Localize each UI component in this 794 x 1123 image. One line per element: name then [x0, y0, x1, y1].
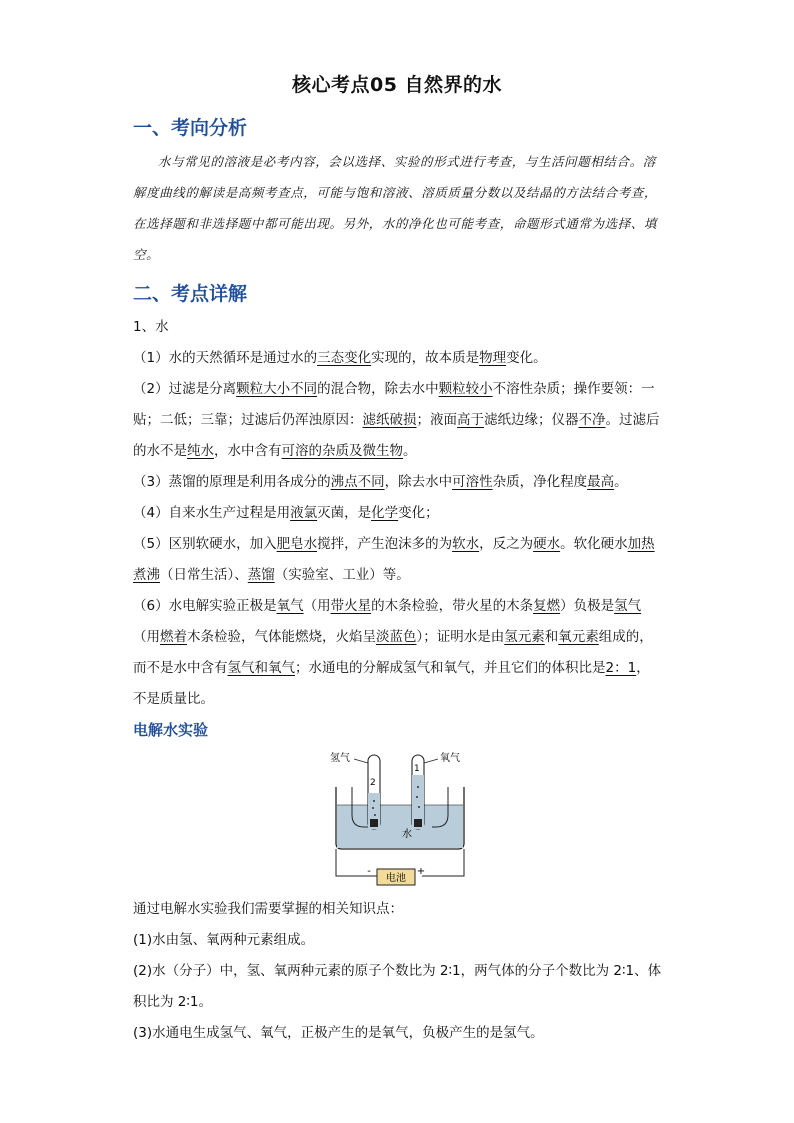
summary-point-3: (3)水通电生成氢气、氧气，正极产生的是氧气，负极产生的是氢气。	[133, 1025, 544, 1041]
point-1: （1）水的天然循环是通过水的三态变化实现的，故本质是物理变化。	[133, 350, 547, 366]
negative-electrode	[370, 819, 378, 827]
electrolysis-diagram	[330, 745, 470, 895]
water-fill	[337, 805, 463, 848]
hydrogen-label: 氢气	[330, 753, 350, 764]
wire-right	[422, 849, 464, 876]
positive-electrode	[414, 819, 422, 827]
section-heading-details: 二、考点详解	[133, 283, 248, 305]
point-4: （4）自来水生产过程是用液氯灭菌，是化学变化；	[133, 505, 439, 521]
point-2: （2）过滤是分离颗粒大小不同的混合物，除去水中颗粒较小不溶性杂质；操作要领：一贴；二低；三靠；过滤后仍浑浊原因：滤纸破损；液面高于滤纸边缘；仪器不净。过滤后的水不是纯水，水中含有可溶的杂质及微生物。	[133, 381, 660, 459]
details-body	[133, 312, 663, 715]
summary-point-2: (2)水（分子）中，氢、氧两种元素的原子个数比为 2∶1，两气体的分子个数比为 2∶1、体积比为 2∶1。	[133, 963, 662, 1010]
point-3: （3）蒸馏的原理是利用各成分的沸点不同，除去水中可溶性杂质，净化程度最高。	[133, 474, 628, 490]
analysis-text: 水与常见的溶液是必考内容，会以选择、实验的形式进行考查，与生活问题相结合。溶解度曲线的解读是高频考查点，可能与饱和溶液、溶质质量分数以及结晶的方法结合考查，在选择题和非选择题中都可能出现。另外，水的净化也可能考查，命题形式通常为选择、填空。	[133, 154, 658, 262]
point-5: （5）区别软硬水，加入肥皂水搅拌，产生泡沫多的为软水，反之为硬水。软化硬水加热煮沸（日常生活）、蒸馏（实验室、工业）等。	[133, 536, 655, 583]
summary-block	[133, 894, 663, 1049]
wire-left	[336, 849, 377, 876]
section-heading-analysis: 一、考向分析	[133, 117, 248, 139]
tube-number-1: 1	[414, 764, 420, 774]
item-title-water: 1、水	[133, 319, 169, 335]
tube-number-2: 2	[370, 778, 376, 788]
analysis-paragraph	[133, 146, 663, 270]
battery-label: 电池	[386, 873, 406, 884]
minus-sign: -	[367, 866, 371, 877]
point-6: （6）水电解实验正极是氧气（用带火星的木条检验，带火星的木条复燃）负极是氢气（用燃着木条检验，气体能燃烧，火焰呈淡蓝色）；证明水是由氢元素和氧元素组成的，而不是水中含有氢气和氧气；水通电的分解成氢气和氧气，并且它们的体积比是2：1，不是质量比。	[133, 598, 653, 707]
summary-point-1: (1)水由氢、氧两种元素组成。	[133, 932, 315, 948]
water-label: 水	[402, 829, 412, 840]
page-title: 核心考点05 自然界的水	[291, 74, 503, 96]
experiment-heading: 电解水实验	[133, 721, 209, 739]
oxygen-label: 氧气	[440, 753, 460, 764]
plus-sign: +	[416, 866, 426, 877]
summary-intro: 通过电解水实验我们需要掌握的相关知识点：	[133, 901, 403, 917]
